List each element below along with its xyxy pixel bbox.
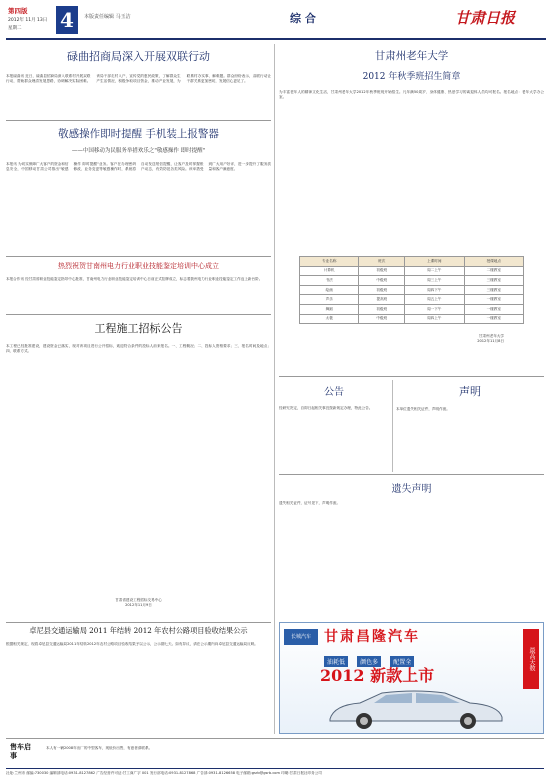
- article-7: [396, 380, 544, 470]
- edition-label: 第四版: [8, 7, 28, 15]
- car-sale-body: 本人有一辆2008年出厂的中型客车，现低价出售，有意者请联系。: [46, 746, 153, 750]
- divider-vertical: [392, 380, 393, 472]
- article-5-sign: 甘肃省建设工程招标交易中心: [115, 598, 162, 602]
- car-advertisement[interactable]: [279, 622, 544, 734]
- table-cell: 舞蹈: [300, 304, 359, 314]
- table-header: 上课时间: [405, 257, 464, 267]
- ad-slogan: 配置全: [390, 656, 414, 667]
- paper-logo: 甘肃日报: [455, 9, 516, 27]
- table-row: [300, 276, 524, 286]
- article-6-body: 经研究决定，自即日起相关事宜按新规定办理，特此公告。: [279, 406, 373, 410]
- divider: [279, 474, 544, 475]
- article-2-subtitle: ——中国移动为民服务举措欢乐之"敬感操作 即时提醒": [71, 148, 206, 154]
- table-cell: 初级班: [359, 304, 405, 314]
- table-header: 授课地点: [464, 257, 524, 267]
- table-cell: 绘画: [300, 285, 359, 295]
- article-8: [279, 478, 544, 618]
- divider: [279, 376, 544, 377]
- table-header-row: [300, 257, 524, 267]
- article-2-title: 敬感操作即时提醒 手机装上报警器: [58, 128, 219, 140]
- table-row: [300, 314, 524, 324]
- car-shape: [330, 691, 502, 729]
- article-3-title2: 2012 年秋季班招生简章: [362, 72, 461, 82]
- article-6-title: 公告: [324, 387, 344, 398]
- table-cell: 三楼教室: [464, 276, 524, 286]
- table-cell: 周四上午: [405, 314, 464, 324]
- divider: [6, 622, 271, 623]
- page-number: 4: [60, 8, 74, 32]
- table-cell: 初级班: [359, 266, 405, 276]
- page-number-badge: [56, 6, 78, 34]
- table-row: [300, 304, 524, 314]
- table-cell: 一楼教室: [464, 304, 524, 314]
- article-5-date: 2012年11月9日: [125, 603, 152, 608]
- article-5-title: 工程施工招标公告: [94, 322, 183, 335]
- table-cell: 周三上午: [405, 276, 464, 286]
- article-3: [279, 46, 544, 374]
- divider: [6, 314, 271, 315]
- table-cell: 三楼教室: [464, 285, 524, 295]
- ad-tagline: 2012 新款上市: [320, 666, 435, 685]
- article-3-date: 2012年11月8日: [477, 339, 504, 344]
- table-header: 专业名称: [300, 257, 359, 267]
- table-cell: 周四下午: [405, 285, 464, 295]
- table-cell: 周五上午: [405, 295, 464, 305]
- table-cell: 书法: [300, 276, 359, 286]
- article-7-title: 声明: [459, 385, 481, 398]
- article-2-body: 本报讯 为切实保障广大客户的资金和信息安全，中国移动甘肃公司推出"敏感操作 即时提醒"业务。客户在办理密码修改、业务变更等敏感操作时，系统将自动发送短信提醒，让客户及时掌握账户动态，有效防范各类风险。该举措受到广大用户好评，进一步提升了服务质量和客户满意度。: [6, 162, 271, 172]
- table-cell: 中级班: [359, 276, 405, 286]
- article-9-body: 根据相关规定，现将卓尼县交通运输局2011年结转2012年农村公路项目验收结果予以公示，公示期七天。如有异议，请在公示期内向卓尼县交通运输局反映。: [6, 642, 258, 646]
- article-8-body: 遗失相关证件，证号见下，声明作废。: [279, 501, 341, 505]
- table-row: [300, 266, 524, 276]
- table-cell: 太极: [300, 314, 359, 324]
- article-9-title: 卓尼县交通运输局 2011 年结转 2012 年农村公路项目验收结果公示: [29, 626, 248, 635]
- divider: [6, 738, 544, 739]
- schedule-table: [299, 256, 524, 324]
- footer-rule: [6, 768, 544, 769]
- article-1-body: 本报碌曲讯 近日，碌曲县招商局深入联系村开展双联行动，帮助群众理清发展思路，协调解决实际困难。该局干部走村入户，宣传党的惠民政策，了解群众生产生活情况，积极争取项目资金，推动产业发展，为联系村办实事、解难题。群众纷纷表示，双联行动让干群关系更加密切，发展信心更足了。: [6, 74, 271, 84]
- article-4-title: 热烈祝贺甘南州电力行业职业技能鉴定培训中心成立: [58, 262, 219, 270]
- table-cell: 提高班: [359, 295, 405, 305]
- article-1-title: 碌曲招商局深入开展双联行动: [67, 50, 210, 63]
- car-sale-title: 售车启事: [10, 743, 31, 760]
- article-3-title: 甘肃州老年大学: [374, 50, 449, 62]
- issue-date: 2012年 11月 13日: [8, 18, 48, 23]
- masthead: [0, 0, 550, 42]
- ad-slogan: 油耗低: [324, 656, 348, 667]
- ad-right-badge: 最高天数: [523, 629, 539, 689]
- article-3-body: 为丰富老年人的精神文化生活，甘肃州老年大学2012年秋季班现开始招生。凡年满50周岁、身体健康、热爱学习的离退休人员均可报名。报名地点：老年大学办公室。: [279, 90, 544, 100]
- article-9: [6, 626, 271, 736]
- article-4: [6, 260, 271, 312]
- article-3-sign: 甘肃州老年大学: [478, 334, 504, 339]
- masthead-rule: [6, 38, 546, 40]
- article-7-body: 本单位遗失相关证件，声明作废。: [396, 407, 450, 411]
- table-row: [300, 285, 524, 295]
- article-8-title: 遗失声明: [391, 484, 432, 495]
- table-cell: 一楼教室: [464, 295, 524, 305]
- column-divider: [274, 44, 275, 734]
- table-cell: 周二上午: [405, 266, 464, 276]
- ad-left-badge: 长城汽车: [284, 629, 318, 645]
- weekday: 星期二: [8, 26, 22, 31]
- article-4-body: 本报合作讯 经甘肃省职业技能鉴定指导中心批准，甘南州电力行业职业技能鉴定培训中心日前正式挂牌成立，标志着我州电力行业职业技能鉴定工作迈上新台阶。: [6, 277, 263, 281]
- table-cell: 中级班: [359, 314, 405, 324]
- footer-info: 社址:兰州市 邮编:730030 编辑部电话:0931-8127862 广告经营许可证:甘工商广字 001 发行部电话:0931-8127868 广告部:0931-8126658 电子邮箱:gsrb@gsrb.com 印刷:甘肃日报社印务公司: [6, 771, 322, 775]
- ad-slogan: 颜色多: [357, 656, 381, 667]
- divider: [6, 120, 271, 121]
- divider: [6, 256, 271, 257]
- ad-brand: 甘肃昌隆汽车: [324, 629, 420, 645]
- table-cell: 计算机: [300, 266, 359, 276]
- table-header: 班次: [359, 257, 405, 267]
- article-6: [279, 380, 389, 470]
- article-2: [6, 124, 271, 252]
- course-table: [299, 256, 524, 324]
- table-row: [300, 295, 524, 305]
- table-cell: 周一下午: [405, 304, 464, 314]
- table-cell: 初级班: [359, 285, 405, 295]
- car-image: [320, 687, 510, 731]
- section-name: 综 合: [290, 12, 316, 25]
- table-cell: 一楼教室: [464, 314, 524, 324]
- table-cell: 二楼教室: [464, 266, 524, 276]
- article-1: [6, 46, 271, 118]
- table-cell: 声乐: [300, 295, 359, 305]
- article-5-body: 本工程已经批准建设，建设资金已落实，现对该项目进行公开招标，欢迎符合条件的投标人前来报名。一、工程概况；二、投标人资格要求；三、报名时间及地点；四、联系方式。: [6, 344, 271, 354]
- editor-line: 本版责任编辑 马玉洁: [84, 14, 131, 20]
- car-sale-notice: [6, 741, 544, 765]
- article-5: [6, 318, 271, 620]
